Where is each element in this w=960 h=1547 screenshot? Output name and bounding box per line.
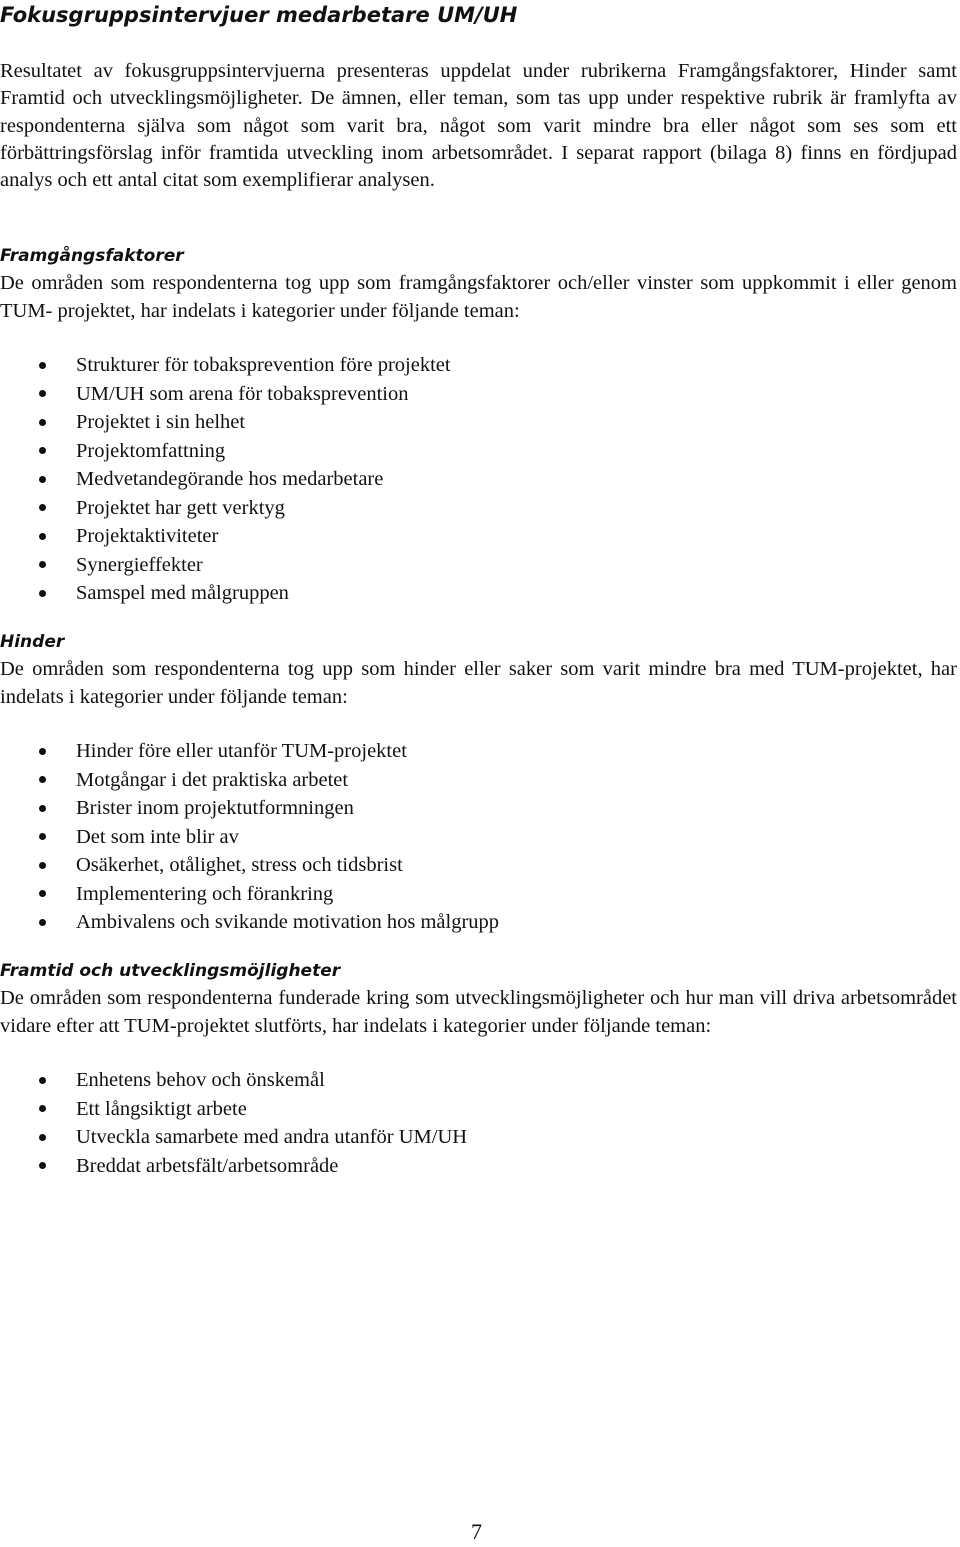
bullet-icon — [39, 590, 46, 597]
list-item-text: Ambivalens och svikande motivation hos målgrupp — [76, 911, 500, 933]
bullet-icon — [39, 1134, 46, 1141]
list-item-text: Osäkerhet, otålighet, stress och tidsbrist — [76, 854, 403, 876]
bullet-icon — [39, 533, 46, 540]
list-item-text: Enhetens behov och önskemål — [76, 1069, 325, 1091]
section-text-framtid: De områden som respondenterna funderade kring som utvecklingsmöjligheter och hur man vill driva arbetsområdet vidare efter att TUM-projektet slutförts, har indelats i kategorier under följande teman: — [0, 987, 957, 1037]
bullet-icon — [39, 419, 46, 426]
bullet-icon — [39, 362, 46, 369]
bullet-icon — [39, 776, 46, 783]
list-item-text: Projektaktiviteter — [76, 525, 219, 547]
list-item-text: Samspel med målgruppen — [76, 582, 289, 604]
bullet-icon — [39, 1105, 46, 1112]
bullet-icon — [39, 805, 46, 812]
list-item-text: Implementering och förankring — [76, 882, 334, 905]
list-item-text: Projektet har gett verktyg — [76, 496, 285, 519]
list-item-text: Ett långsiktigt arbete — [76, 1097, 247, 1120]
bullet-icon — [39, 919, 46, 926]
list-item-text: Strukturer för tobaksprevention före projektet — [76, 354, 451, 376]
bullet-icon — [39, 447, 46, 454]
page-number: 7 — [471, 1519, 482, 1544]
bullet-icon — [39, 476, 46, 483]
bullet-icon — [39, 890, 46, 897]
bullet-icon — [39, 1077, 46, 1084]
page-title: Fokusgruppsintervjuer medarbetare UM/UH — [0, 3, 518, 27]
bullet-icon — [39, 1162, 46, 1169]
list-item-text: Brister inom projektutformningen — [76, 797, 354, 819]
section-heading-framgangsfaktorer: Framgångsfaktorer — [0, 246, 184, 266]
list-item-text: Motgångar i det praktiska arbetet — [76, 768, 349, 791]
list-item-text: UM/UH som arena för tobaksprevention — [76, 382, 409, 405]
section-heading-framtid: Framtid och utvecklingsmöjligheter — [0, 961, 341, 981]
bullet-icon — [39, 390, 46, 397]
bullet-icon — [39, 561, 46, 568]
bullet-icon — [39, 748, 46, 755]
bullet-icon — [39, 504, 46, 511]
section-heading-hinder: Hinder — [0, 632, 65, 652]
section-text-framgangsfaktorer: De områden som respondenterna tog upp som framgångsfaktorer och/eller vinster som uppkommit i eller genom TUM- projektet, har indelats i kategorier under följande teman: — [0, 272, 957, 322]
section-text-hinder: De områden som respondenterna tog upp som hinder eller saker som varit mindre bra med TUM-projektet, har indelats i kategorier under följande teman: — [0, 658, 957, 708]
list-item-text: Synergieffekter — [76, 553, 203, 576]
bullet-icon — [39, 833, 46, 840]
list-item-text: Projektomfattning — [76, 439, 226, 462]
list-item-text: Hinder före eller utanför TUM-projektet — [76, 740, 407, 762]
list-item-text: Projektet i sin helhet — [76, 411, 246, 433]
list-item-text: Det som inte blir av — [76, 825, 239, 848]
intro-paragraph: Resultatet av fokusgruppsintervjuerna presenteras uppdelat under rubrikerna Framgångsfaktorer, Hinder samt Framtid och utvecklingsmöjligheter. De ämnen, eller teman, som tas upp under respektive rubrik är framlyfta av respondenterna själva som något som varit bra, något som varit mindre bra eller något som ses som ett förbättringsförslag inför framtida utveckling inom arbetsområdet. I separat rapport (bilaga 8) finns en fördjupad analys och ett antal citat som exemplifierar analysen. — [0, 60, 957, 192]
bullet-icon — [39, 862, 46, 869]
list-item-text: Breddat arbetsfält/arbetsområde — [76, 1154, 339, 1177]
list-item-text: Medvetandegörande hos medarbetare — [76, 468, 384, 490]
list-item-text: Utveckla samarbete med andra utanför UM/UH — [76, 1126, 468, 1148]
